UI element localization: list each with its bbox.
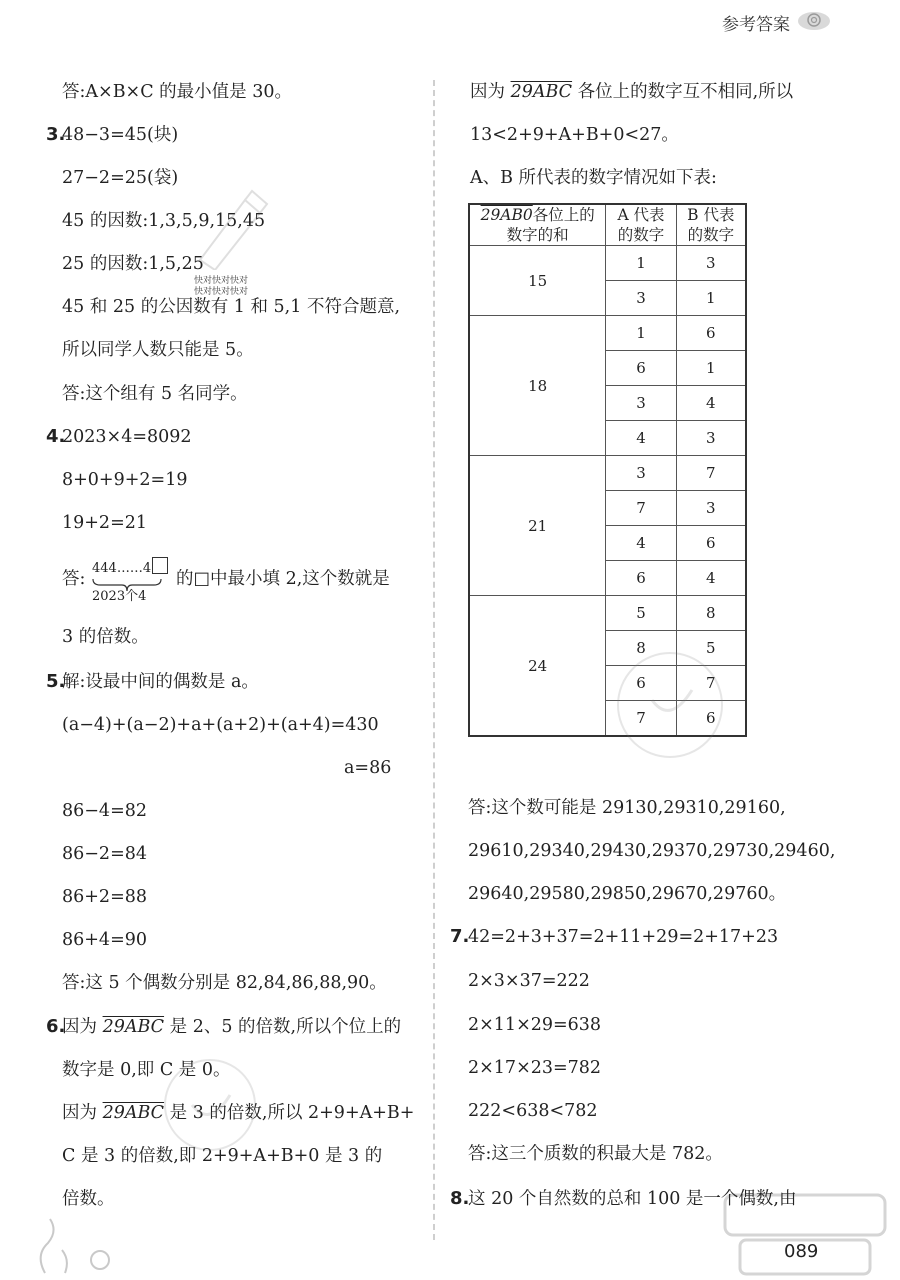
answer-line: 答:这 5 个偶数分别是 82,84,86,88,90。 — [62, 973, 387, 993]
table-cell-a: 7 — [606, 701, 676, 737]
solution-line: 数字是 0,即 C 是 0。 — [62, 1060, 231, 1080]
site-logo-watermark-icon — [715, 1185, 895, 1280]
table-cell-a: 6 — [606, 351, 676, 386]
overline-number: 29ABC — [102, 1103, 165, 1123]
table-cell-sum: 24 — [469, 596, 606, 737]
seaweed-decoration-icon — [30, 1215, 130, 1275]
answer-line: 答:这个组有 5 名同学。 — [62, 384, 248, 404]
table-cell-a: 6 — [606, 666, 676, 701]
table-cell-a: 8 — [606, 631, 676, 666]
solution-line: 45 和 25 的公因数有 1 和 5,1 不符合题意, — [62, 297, 401, 317]
solution-line: 因为 29ABC 各位上的数字互不相同,所以 — [470, 82, 794, 102]
problem-number: 4. — [46, 426, 66, 447]
solution-line: 8+0+9+2=19 — [62, 470, 188, 490]
table-cell-b: 4 — [676, 561, 746, 596]
solution-line: 2×17×23=782 — [468, 1058, 602, 1078]
table-cell-b: 6 — [676, 701, 746, 737]
underbrace-label: 2023个4 — [92, 589, 147, 604]
answer-line: 答:这三个质数的积最大是 782。 — [468, 1144, 723, 1164]
overline-number: 29ABC — [102, 1017, 165, 1037]
solution-line: 因为 29ABC 是 3 的倍数,所以 2+9+A+B+ — [62, 1103, 415, 1123]
solution-line: 86−2=84 — [62, 844, 147, 864]
pencil-watermark-icon — [190, 185, 270, 270]
table-cell-b: 4 — [676, 386, 746, 421]
stamp-watermark-icon — [600, 640, 760, 770]
table-cell-sum: 15 — [469, 246, 606, 316]
solution-line: 2023×4=8092 — [62, 427, 192, 447]
column-divider — [433, 80, 435, 1240]
table-cell-a: 3 — [606, 456, 676, 491]
table-cell-b: 6 — [676, 526, 746, 561]
solution-line: 45 的因数:1,3,5,9,15,45 — [62, 211, 266, 231]
table-cell-a: 4 — [606, 421, 676, 456]
underbrace-top-text: 444……4 — [92, 557, 168, 577]
solution-line: 所以同学人数只能是 5。 — [62, 340, 254, 360]
table-row — [469, 316, 746, 351]
answer-line: 3 的倍数。 — [62, 627, 149, 647]
table-header-sum: 29AB0各位上的 数字的和 — [469, 204, 606, 246]
solution-line: 2×11×29=638 — [468, 1015, 602, 1035]
answer-line: 的□中最小填 2,这个数就是 — [176, 569, 390, 589]
answer-line: 答:这个数可能是 29130,29310,29160, — [468, 798, 786, 818]
table-header-a: A 代表 的数字 — [606, 204, 676, 246]
problem-number: 6. — [46, 1016, 66, 1037]
table-cell-b: 5 — [676, 631, 746, 666]
table-cell-b: 1 — [676, 281, 746, 316]
table-cell-a: 7 — [606, 491, 676, 526]
problem-number: 5. — [46, 671, 66, 692]
solution-line: 27−2=25(袋) — [62, 168, 179, 188]
solution-line: A、B 所代表的数字情况如下表: — [470, 168, 717, 188]
snail-logo-icon — [792, 8, 832, 32]
table-header-b: B 代表 的数字 — [676, 204, 746, 246]
solution-line: 19+2=21 — [62, 513, 147, 533]
table-cell-b: 3 — [676, 491, 746, 526]
solution-line: 48−3=45(块) — [62, 125, 179, 145]
header-title: 参考答案 — [722, 15, 790, 35]
table-header-row — [469, 204, 746, 246]
answer-prefix: 答: — [62, 569, 86, 589]
table-cell-b: 7 — [676, 456, 746, 491]
problem-number: 8. — [450, 1188, 470, 1209]
table-cell-sum: 18 — [469, 316, 606, 456]
table-cell-b: 3 — [676, 421, 746, 456]
problem-number: 3. — [46, 124, 66, 145]
solution-line: 因为 29ABC 是 2、5 的倍数,所以个位上的 — [62, 1017, 402, 1037]
solution-line: 倍数。 — [62, 1189, 115, 1209]
stamp-watermark-icon — [140, 1050, 280, 1160]
table-row — [469, 246, 746, 281]
solution-line: 解:设最中间的偶数是 a。 — [62, 672, 259, 692]
solution-line: 25 的因数:1,5,25 — [62, 254, 204, 274]
overline-number: 29ABC — [510, 82, 573, 102]
table-cell-a: 3 — [606, 386, 676, 421]
answer-line: 答:A×B×C 的最小值是 30。 — [62, 82, 293, 102]
table-cell-a: 1 — [606, 316, 676, 351]
watermark-note: 快对快对快对 — [194, 287, 249, 297]
solution-line: C 是 3 的倍数,即 2+9+A+B+0 是 3 的 — [62, 1146, 383, 1166]
watermark-note: 快对快对快对 — [194, 276, 249, 286]
table-cell-sum: 21 — [469, 456, 606, 596]
solution-line: 86+2=88 — [62, 887, 147, 907]
solution-line: 2×3×37=222 — [468, 971, 590, 991]
answer-line: 29640,29580,29850,29670,29760。 — [468, 884, 787, 904]
problem-number: 7. — [450, 926, 470, 947]
table-cell-b: 8 — [676, 596, 746, 631]
table-cell-b: 7 — [676, 666, 746, 701]
solution-line: 86+4=90 — [62, 930, 147, 950]
table-cell-b: 3 — [676, 246, 746, 281]
answer-line: 29610,29340,29430,29370,29730,29460, — [468, 841, 836, 861]
table-cell-a: 1 — [606, 246, 676, 281]
table-cell-b: 6 — [676, 316, 746, 351]
table-cell-b: 1 — [676, 351, 746, 386]
solution-line: 这 20 个自然数的总和 100 是一个偶数,由 — [468, 1189, 797, 1209]
solution-line: 86−4=82 — [62, 801, 147, 821]
table-cell-a: 6 — [606, 561, 676, 596]
equation-line: (a−4)+(a−2)+a+(a+2)+(a+4)=430 — [62, 715, 379, 735]
table-row — [469, 456, 746, 491]
blank-box — [152, 557, 168, 574]
solution-line: 222<638<782 — [468, 1101, 598, 1121]
table-cell-a: 3 — [606, 281, 676, 316]
inequality-line: 13<2+9+A+B+0<27。 — [470, 125, 679, 145]
table-cell-a: 5 — [606, 596, 676, 631]
equation-result: a=86 — [344, 758, 392, 778]
table-cell-a: 4 — [606, 526, 676, 561]
page-number: 089 — [784, 1241, 819, 1262]
solution-line: 42=2+3+37=2+11+29=2+17+23 — [468, 927, 779, 947]
table-row — [469, 596, 746, 631]
